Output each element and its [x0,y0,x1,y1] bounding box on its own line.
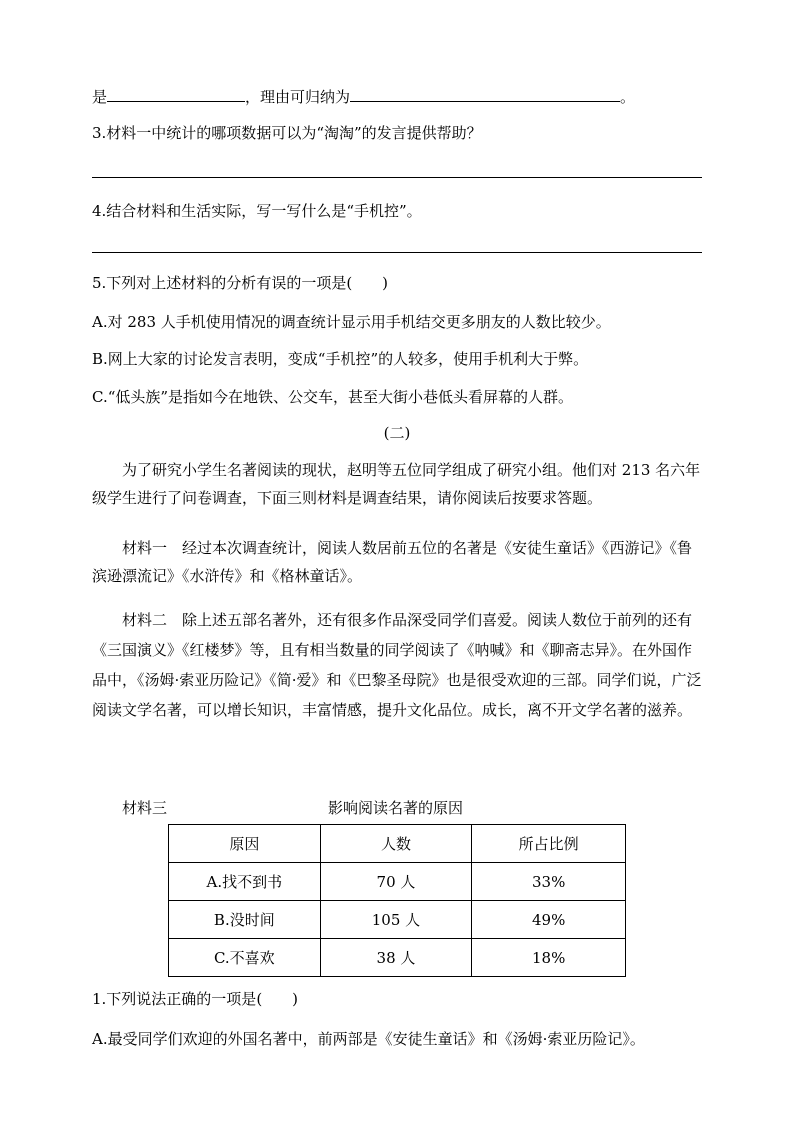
question-5-option-c: C.“低头族”是指如今在地铁、公交车，甚至大街小巷低头看屏幕的人群。 [92,388,574,406]
section-heading: (二) [383,424,411,442]
table-cell: 38 人 [320,939,472,977]
table-cell: 49% [472,901,626,939]
question-4: 4.结合材料和生活实际，写一写什么是“手机控”。 [92,202,422,220]
question-3: 3.材料一中统计的哪项数据可以为“淘淘”的发言提供帮助？ [92,124,482,142]
answer-blank-2[interactable] [350,87,620,102]
question-5-stem: 5.下列对上述材料的分析有误的一项是( ) [92,274,389,292]
material-2: 材料二 除上述五部名著外，还有很多作品深受同学们喜爱。阅读人数位于前列的还有《三国演义》《红楼梦》等，且有相当数量的同学阅读了《呐喊》和《聊斋志异》。在外国作品中，《汤姆·索亚历险记》《简·爱》和《巴黎圣母院》也是很受欢迎的三部。同学们说，广泛阅读文学名著，可以增长知识，丰富情感，提升文化品位。成长，离不开文学名著的滋养。 [92,611,702,719]
q2-answer-line [92,86,635,107]
material-1: 材料一 经过本次调查统计，阅读人数居前五位的名著是《安徒生童话》《西游记》《鲁滨逊漂流记》《水浒传》和《格林童话》。 [92,539,693,585]
q2-end: 。 [620,88,636,106]
table-header-row [169,825,626,863]
table-title: 影响阅读名著的原因 [328,799,464,817]
answer-blank-1[interactable] [107,87,245,102]
table-cell: 70 人 [320,863,472,901]
table-cell: B.没时间 [169,901,321,939]
q2-prefix: 是 [92,88,108,106]
material-3-label: 材料三 [122,799,168,817]
table-cell: A.找不到书 [169,863,321,901]
table-row [169,901,626,939]
answer-line-q3[interactable] [92,177,702,178]
question-1-stem: 1.下列说法正确的一项是( ) [92,990,299,1008]
table-header: 原因 [169,825,321,863]
question-1-option-a: A.最受同学们欢迎的外国名著中，前两部是《安徒生童话》和《汤姆·索亚历险记》。 [92,1030,645,1048]
table-cell: C.不喜欢 [169,939,321,977]
table-header: 所占比例 [472,825,626,863]
table-row [169,863,626,901]
question-5-option-a: A.对 283 人手机使用情况的调查统计显示用手机结交更多朋友的人数比较少。 [92,313,611,331]
question-5-option-b: B.网上大家的讨论发言表明，变成“手机控”的人较多，使用手机利大于弊。 [92,350,589,368]
section-intro: 为了研究小学生名著阅读的现状，赵明等五位同学组成了研究小组。他们对 213 名六年级学生进行了问卷调查，下面三则材料是调查结果，请你阅读后按要求答题。 [92,461,701,507]
table-cell: 33% [472,863,626,901]
table-header: 人数 [320,825,472,863]
q2-middle: ，理由可归纳为 [245,88,351,106]
reasons-table [168,824,626,977]
table-cell: 18% [472,939,626,977]
table-row [169,939,626,977]
answer-line-q4[interactable] [92,252,702,253]
table-cell: 105 人 [320,901,472,939]
